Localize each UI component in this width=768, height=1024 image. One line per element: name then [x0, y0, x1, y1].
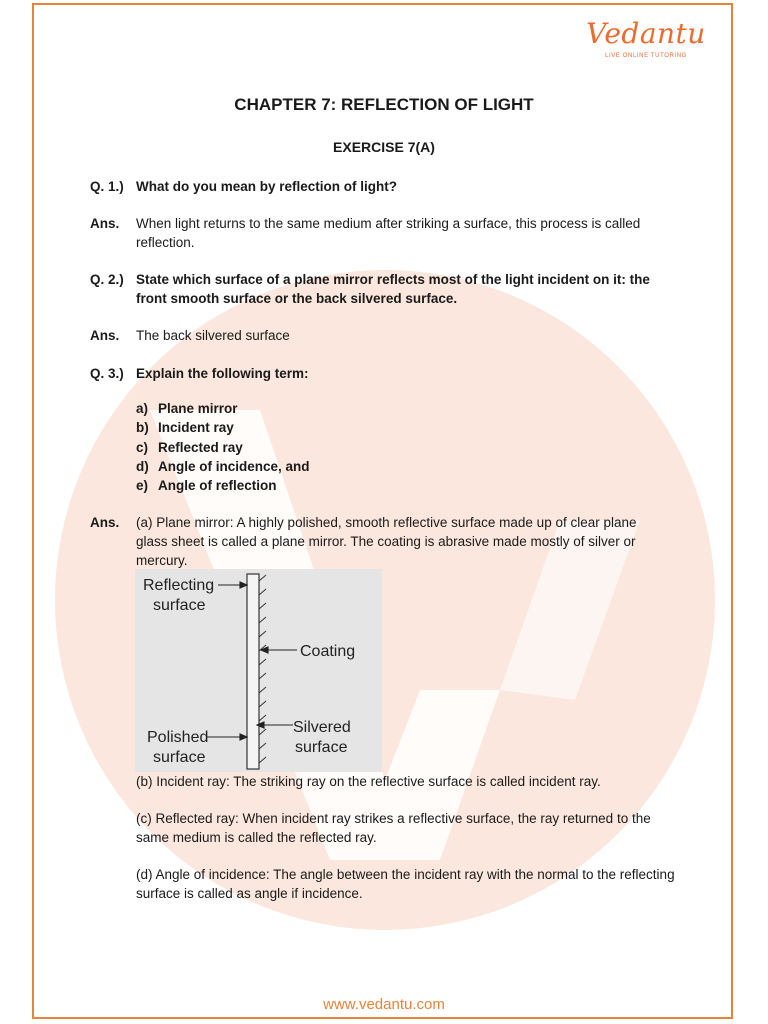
answer-3-reflected-ray: (c) Reflected ray: When incident ray strikes a reflective surface, the ray returned to the same medium is called the reflected ray.	[136, 811, 651, 845]
answer-2-label: Ans.	[90, 328, 120, 343]
answer-3-incident-ray: (b) Incident ray: The striking ray on the reflective surface is called incident ray.	[136, 774, 601, 789]
label-polished: Polished	[147, 729, 209, 746]
option-d: d) Angle of incidence, and	[136, 458, 310, 474]
logo-tagline: LIVE ONLINE TUTORING	[605, 53, 687, 59]
answer-3-label: Ans.	[90, 515, 120, 530]
logo-wordmark: Vedantu	[586, 17, 706, 50]
plane-mirror-diagram	[135, 569, 382, 772]
option-e: e) Angle of reflection	[136, 478, 277, 494]
question-3-label: Q. 3.)	[90, 366, 124, 381]
answer-3-plane-mirror: (a) Plane mirror: A highly polished, smooth reflective surface made up of clear plane glass sheet is called a plane mirror. The coating is abrasive made mostly of silver or mercury.	[136, 515, 637, 568]
exercise-heading: EXERCISE 7(A)	[333, 139, 435, 155]
option-c: c) Reflected ray	[136, 439, 243, 455]
label-silvered: Silvered	[293, 719, 351, 736]
label-coating: Coating	[300, 643, 356, 660]
question-3-text: Explain the following term:	[136, 366, 309, 381]
question-2-text: State which surface of a plane mirror reflects most of the light incident on it: the front smooth surface or the back silvered surface.	[136, 272, 650, 306]
plane-mirror-figure	[135, 569, 382, 772]
answer-2-text: The back silvered surface	[136, 328, 290, 343]
answer-3-angle-of-incidence: (d) Angle of incidence: The angle between the incident ray with the normal to the reflecting surface is called as angle if incidence.	[136, 867, 675, 901]
label-polished-surface: surface	[153, 749, 206, 766]
label-reflecting-surface: surface	[153, 597, 206, 614]
answer-1-text: When light returns to the same medium after striking a surface, this process is called reflection.	[136, 216, 641, 250]
label-reflecting: Reflecting	[143, 577, 215, 594]
question-1-label: Q. 1.)	[90, 179, 124, 194]
question-1-text: What do you mean by reflection of light?	[136, 179, 398, 194]
answer-1-label: Ans.	[90, 216, 120, 231]
vedantu-logo	[586, 18, 706, 59]
option-b: b) Incident ray	[136, 420, 234, 436]
footer-website: www.vedantu.com	[323, 996, 445, 1013]
label-silvered-surface: surface	[295, 739, 348, 756]
question-3-options	[136, 399, 310, 495]
question-2-label: Q. 2.)	[90, 272, 124, 287]
option-a: a) Plane mirror	[136, 401, 238, 416]
chapter-title: CHAPTER 7: REFLECTION OF LIGHT	[234, 95, 534, 114]
